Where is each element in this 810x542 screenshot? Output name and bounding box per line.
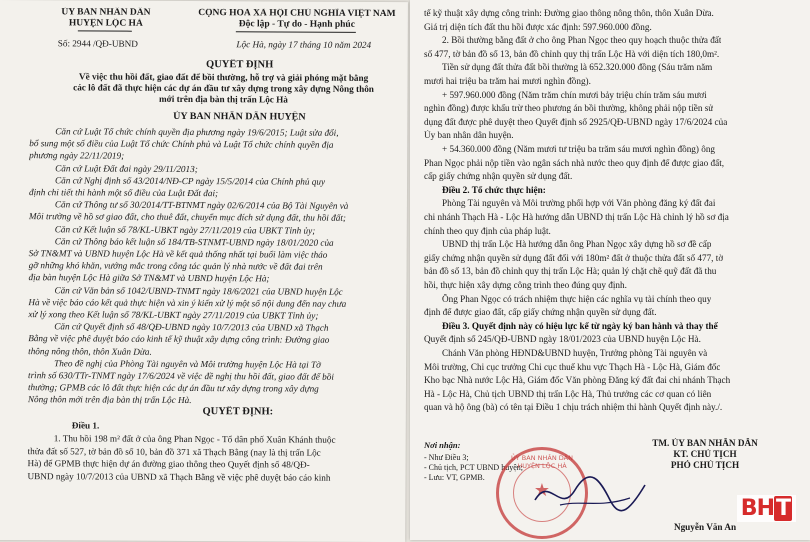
nation-line1: CỘNG HOÀ XÃ HỘI CHỦ NGHĨA VIỆT NAM bbox=[198, 8, 396, 20]
right-line: Phan Ngọc phải nộp tiền vào ngân sách nhà nước theo quy định để được giao đất, bbox=[424, 157, 725, 168]
right-line: quan và hộ ông (bà) có tên tại Điều 1 chịu trách nhiệm thi hành Quyết định này./. bbox=[424, 402, 723, 413]
right-line: tế kỹ thuật xây dựng công trình: Đường giao thông nông thôn, thôn Xuân Dừa. bbox=[424, 8, 714, 18]
right-line: Ông Phan Ngọc có trách nhiệm thực hiện các nghĩa vụ tài chính theo quy bbox=[442, 293, 712, 304]
left-line: phương ngày 22/11/2019; bbox=[29, 150, 125, 162]
left-line: Theo đề nghị của Phòng Tài nguyên và Môi trường huyện Lộc Hà tại Tờ bbox=[54, 358, 322, 370]
subject-line-3: mới trên địa bàn thị trấn Lộc Hà bbox=[159, 93, 288, 105]
recipient-3: - Lưu: VT, GPMB. bbox=[424, 473, 485, 482]
article1-heading: Điều 1. bbox=[71, 420, 100, 431]
right-document-page bbox=[410, 0, 810, 540]
right-line: hồi, thực hiện xây dựng công trình theo đúng quy định. bbox=[424, 280, 627, 290]
right-line: Môi trường, Chi cục trưởng Chi cục thuế khu vực Thạch Hà - Lộc Hà, Giám đốc bbox=[424, 361, 721, 372]
right-line: + 54.360.000 đồng (Năm mươi tư triệu ba trăm sáu mươi nghìn đồng) ông bbox=[442, 144, 716, 154]
right-line: Điều 3. Quyết định này có hiệu lực kể từ ngày ký ban hành và thay thế bbox=[442, 320, 718, 331]
right-line: cấp giấy chứng nhận quyền sử dụng đất. bbox=[424, 171, 573, 182]
seal-star-icon: ★ bbox=[533, 480, 551, 500]
right-line: định để được giao đất, cấp giấy chứng nhận quyền sử dụng đất. bbox=[424, 307, 657, 318]
right-line: Phòng Tài nguyên và Môi trường phối hợp với Văn phòng đăng ký đất đai bbox=[442, 198, 716, 209]
bht-watermark-logo: BHT bbox=[737, 495, 796, 522]
signer-name: Nguyễn Văn An bbox=[673, 522, 737, 532]
left-line: trình số 630/TTr-TNMT ngày 17/6/2024 về việc đề nghị thu hồi đất, giao đất để bồi bbox=[28, 370, 334, 382]
left-line: định chi tiết thi hành một số điều của Luật Đất đai; bbox=[28, 187, 219, 199]
right-line: Ủy ban nhân dân huyện. bbox=[424, 130, 514, 141]
nation-underline bbox=[236, 31, 356, 33]
left-line: Nông thôn mới trên địa bàn thị trấn Lộc Hà. bbox=[27, 394, 192, 406]
left-line: Hà về việc báo cáo kết quả thực hiện và xin ý kiến xử lý một số nội dung đến nay chưa bbox=[28, 296, 347, 309]
left-line: Căn cứ Kết luận số 78/KL-UBKT ngày 27/11/2019 của UBKT Tỉnh ủy; bbox=[54, 223, 316, 236]
sign-role: KT. CHỦ TỊCH bbox=[673, 449, 737, 459]
right-line: Hà - Lộc Hà, Chủ tịch UBND thị trấn Lộc Hà, Thủ trưởng các cơ quan có liên bbox=[424, 388, 712, 399]
subject-line-2: các lô đất đã thực hiện các dự án đầu tư xây dựng trong xây dựng Nông thôn bbox=[73, 82, 374, 94]
art1-line: UBND ngày 10/7/2013 của UBND xã Thạch Bằng về việc phê duyệt báo cáo kinh bbox=[27, 470, 331, 483]
right-line: + 597.960.000 đồng (Năm trăm chín mươi bảy triệu chín trăm sáu mươi bbox=[442, 89, 707, 100]
document-number: Số: 2944 /QĐ-UBND bbox=[57, 38, 138, 49]
agency-line2: HUYỆN LỘC HÀ bbox=[68, 18, 143, 29]
right-line: Giá trị diện tích đất thu hồi được xác định: 597.960.000 đồng. bbox=[424, 21, 652, 32]
recipient-1: - Như Điều 3; bbox=[424, 453, 469, 462]
recipients-label: Nơi nhận: bbox=[424, 440, 461, 450]
left-line: bổ sung một số điều của Luật Tổ chức Chính phủ và Luật Tổ chức chính quyền địa bbox=[29, 138, 334, 150]
authority-heading: ỦY BAN NHÂN DÂN HUYỆN bbox=[173, 110, 306, 123]
left-line: thông nông thôn, thôn Xuân Dừa. bbox=[28, 345, 152, 357]
agency-line1: ỦY BAN NHÂN DÂN bbox=[61, 7, 151, 18]
right-line: Chánh Văn phòng HĐND&UBND huyện, Trưởng phòng Tài nguyên và bbox=[442, 348, 708, 358]
right-line: UBND thị trấn Lộc Hà hướng dẫn ông Phan Ngọc xây dựng hồ sơ đề cấp bbox=[442, 239, 712, 250]
right-line: nghìn đồng) được khấu trừ theo phương án bồi thường, không phải nộp tiền sử bbox=[424, 103, 714, 114]
handwritten-signature bbox=[530, 470, 650, 520]
art1-line: Hà) để GPMB thực hiện dự án đường giao thông theo Quyết định số 48/QĐ- bbox=[27, 458, 310, 470]
sign-title: PHÓ CHỦ TỊCH bbox=[670, 460, 740, 470]
subject-line-1: Về việc thu hồi đất, giao đất để bồi thường, hỗ trợ và giải phóng mặt bằng bbox=[78, 71, 369, 83]
left-line: Căn cứ Luật Tổ chức chính quyền địa phương ngày 19/6/2015; Luật sửa đổi, bbox=[55, 126, 339, 138]
art1-line: 1. Thu hồi 198 m² đất ở của ông Phan Ngọc - Tổ dân phố Xuân Khánh thuộc bbox=[53, 433, 336, 445]
left-line: thường; GPMB các lô đất thực hiện các dự án đầu tư xây dựng trong xây dựng bbox=[27, 382, 319, 394]
sign-authority: TM. ỦY BAN NHÂN DÂN bbox=[652, 438, 758, 448]
left-line: địa bàn huyện Lộc Hà giữa Sở TN&MT và UBND huyện Lộc Hà; bbox=[28, 272, 270, 284]
left-line: Căn cứ Quyết định số 48/QĐ-UBND ngày 10/7/2013 của UBND xã Thạch bbox=[54, 321, 329, 333]
right-line: bản đồ số 13, bản đồ chỉnh quy thị trấn Lộc Hà; quản lý chặt chẽ quỹ đất đã thu bbox=[424, 266, 717, 277]
place-date: Lộc Hà, ngày 17 tháng 10 năm 2024 bbox=[236, 39, 372, 50]
art1-line: thửa đất số 527, tờ bản đồ số 10, bản đồ 371 xã Thạch Bằng (nay là thị trấn Lộc bbox=[27, 445, 321, 458]
right-line: mươi hai triệu ba trăm hai mươi nghìn đồng). bbox=[424, 76, 591, 86]
left-line: xử lý xong theo Kết luận số 78/KL-UBKT ngày 27/11/2019 của UBKT Tỉnh ủy; bbox=[28, 309, 319, 321]
right-line: chính theo quy định của pháp luật. bbox=[424, 225, 551, 236]
left-line: Căn cứ Thông báo kết luận số 184/TB-STNMT-UBND ngày 18/01/2020 của bbox=[54, 236, 334, 248]
left-line: Bằng về việc phê duyệt báo cáo kinh tế kỹ thuật xây dựng công trình: Đường giao bbox=[28, 333, 330, 346]
right-line: Điều 2. Tổ chức thực hiện: bbox=[442, 184, 546, 195]
decision-title: QUYẾT ĐỊNH bbox=[206, 59, 274, 71]
recipient-2: - Chủ tịch, PCT UBND huyện; bbox=[424, 463, 523, 472]
decides-heading: QUYẾT ĐỊNH: bbox=[202, 406, 274, 418]
nation-line2: Độc lập - Tự do - Hạnh phúc bbox=[238, 19, 355, 30]
right-line: Quyết định số 245/QĐ-UBND ngày 18/01/2023 của UBND huyện Lộc Hà. bbox=[424, 334, 701, 345]
right-line: dụng đất được phê duyệt theo Quyết định số 2925/QĐ-UBND ngày 17/6/2024 của bbox=[424, 116, 728, 127]
left-line: Căn cứ Văn bản số 1042/UBND-TNMT ngày 18/6/2021 của UBND huyện Lộc bbox=[54, 284, 343, 297]
left-line: Căn cứ Thông tư số 30/2014/TT-BTNMT ngày 02/6/2014 của Bộ Tài Nguyên và bbox=[54, 199, 349, 212]
left-line: gỡ những khó khăn, vướng mắc trong công tác quản lý nhà nước về đất đai trên bbox=[28, 260, 323, 272]
right-line: số 477, tờ bản đồ số 13, bản đồ chỉnh quy thị trấn Lộc Hà với diện tích 180,0m². bbox=[424, 48, 720, 59]
right-line: Kho bạc Nhà nước Lộc Hà, Giám đốc Văn phòng Đăng ký đất đai chi nhánh Thạch bbox=[424, 375, 731, 386]
left-line: Căn cứ Nghị định số 43/2014/NĐ-CP ngày 15/5/2014 của Chính phủ quy bbox=[55, 175, 326, 187]
right-line: Tiền sử dụng đất thửa đất bồi thường là 652.320.000 đồng (Sáu trăm năm bbox=[442, 62, 713, 73]
right-line: 2. Bồi thường bằng đất ở cho ông Phan Ngọc theo quy hoạch thuộc thửa đất bbox=[442, 35, 722, 46]
right-line: giấy chứng nhận quyền sử dụng đất đối với 180m² đất ở thuộc thửa đất số 477, tờ bbox=[424, 252, 724, 263]
left-line: Căn cứ Luật Đất đai ngày 29/11/2013; bbox=[55, 162, 198, 174]
right-line: chi nhánh Thạch Hà - Lộc Hà hướng dẫn UBND thị trấn Lộc Hà chỉnh lý hồ sơ địa bbox=[424, 212, 729, 222]
left-line: Môi trường về hồ sơ giao đất, cho thuê đất, chuyển mục đích sử dụng đất, thu hồi đất; bbox=[28, 211, 346, 224]
agency-underline bbox=[78, 30, 132, 31]
left-line: Sở TN&MT và UBND huyện Lộc Hà về kết quả thống nhất tại buổi làm việc tháo bbox=[28, 248, 328, 260]
seal-text: ỦY BAN NHÂN DÂN HUYỆN LỘC HÀ bbox=[511, 454, 573, 470]
